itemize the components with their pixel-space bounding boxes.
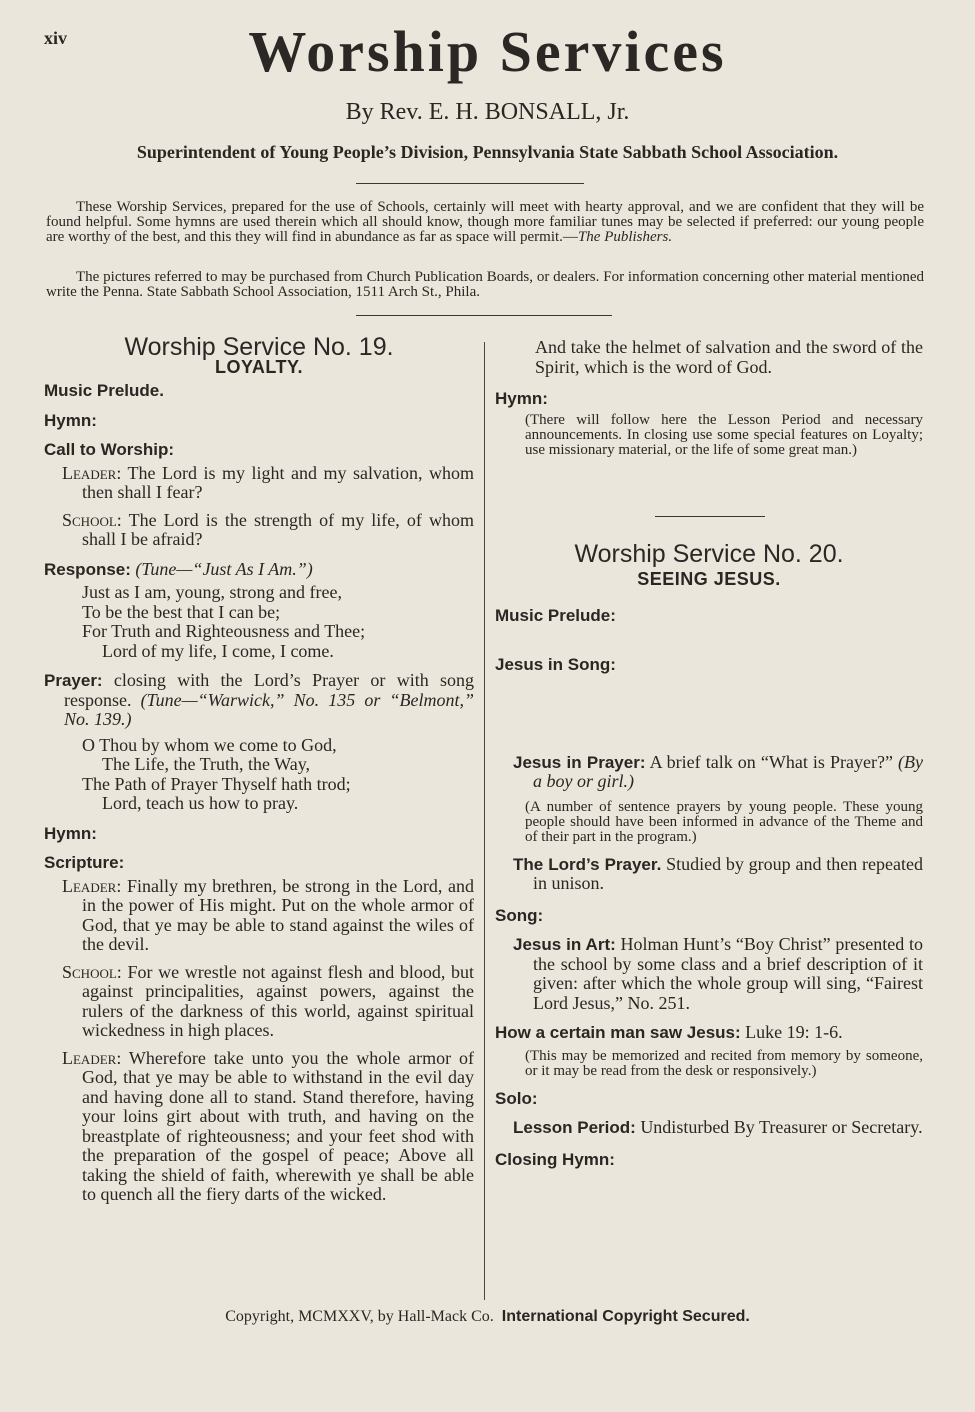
prayer-label: Prayer: bbox=[44, 671, 103, 690]
column-divider bbox=[484, 342, 485, 1300]
copyright-secured: International Copyright Secured. bbox=[501, 1308, 750, 1325]
lords-prayer bbox=[495, 855, 923, 894]
response-heading bbox=[44, 560, 474, 580]
call-leader bbox=[44, 464, 474, 503]
scripture-school-text: For we wrestle not against flesh and blood, but against principalities, against powers, against the rulers of the darkness of this world, against spiritual wickedness in high places. bbox=[82, 961, 474, 1040]
jesus-in-prayer-by: (By a boy or girl.) bbox=[533, 751, 924, 791]
call-to-worship-heading: Call to Worship: bbox=[44, 440, 175, 459]
speaker-label: School: bbox=[62, 509, 122, 530]
service-19-title: Worship Service No. 19. bbox=[124, 333, 394, 361]
scripture-leader-2 bbox=[44, 1049, 474, 1205]
jesus-in-art-text: Holman Hunt’s “Boy Christ” presented to the school by some class and a brief description of it given: after which the whole group will sing, “Fairest Lord Jesus,” No. 251. bbox=[533, 934, 923, 1013]
intro-paragraph-1 bbox=[46, 200, 924, 245]
speaker-label: School: bbox=[62, 961, 122, 982]
intro-paragraph-2 bbox=[46, 270, 924, 300]
how-certain-man-text: Luke 19: 1-6. bbox=[745, 1022, 843, 1042]
page-number: xiv bbox=[44, 28, 68, 48]
copyright-text: Copyright, MCMXXV, by Hall-Mack Co. bbox=[225, 1308, 494, 1325]
superintendent-line: Superintendent of Young People’s Division, Pennsylvania State Sabbath School Association. bbox=[136, 142, 839, 162]
prayer-text: closing with the Lord’s Prayer or with song response. bbox=[64, 670, 475, 710]
jesus-in-art bbox=[495, 935, 923, 1013]
call-school bbox=[44, 511, 474, 550]
how-certain-man bbox=[495, 1023, 923, 1043]
right-column bbox=[495, 338, 923, 1169]
response-label: Response: bbox=[44, 559, 131, 579]
verse-line: Just as I am, young, strong and free, bbox=[82, 582, 342, 602]
jesus-in-song: Jesus in Song: bbox=[495, 655, 616, 674]
scripture-continuation: And take the helmet of salvation and the sword of the Spirit, which is the word of God. bbox=[535, 337, 923, 377]
service-20-title: Worship Service No. 20. bbox=[574, 539, 844, 568]
scripture-school bbox=[44, 963, 474, 1041]
lords-prayer-text: Studied by group and then repeated in unison. bbox=[533, 853, 923, 893]
verse-line: The Life, the Truth, the Way, bbox=[102, 754, 311, 774]
call-leader-text: The Lord is my light and my salvation, whom then shall I fear? bbox=[82, 462, 474, 502]
call-school-text: The Lord is the strength of my life, of whom shall I be afraid? bbox=[82, 509, 474, 549]
response-verse bbox=[44, 583, 474, 661]
jesus-in-prayer-text: A brief talk on “What is Prayer?” bbox=[649, 751, 893, 772]
prayer-heading bbox=[44, 671, 474, 730]
speaker-label: Leader: bbox=[62, 462, 122, 483]
prayer-verse bbox=[44, 736, 474, 814]
lesson-period-label: Lesson Period: bbox=[513, 1118, 636, 1137]
scripture-leader-1 bbox=[44, 877, 474, 955]
intro-text: These Worship Services, prepared for the use of Schools, certainly will meet with hearty approval, and we are confident that they will be found helpful. Some hymns are used therein which all should know, though more familiar tunes may be selected if preferred: our young people are worthy of the best, and this they will find in abundance as far as space will permit.— bbox=[46, 199, 924, 245]
scripture-leader-1-text: Finally my brethren, be strong in the Lord, and in the power of His might. Put on the whole armor of God, that ye may be able to stand against the wiles of the devil. bbox=[82, 875, 474, 954]
prayer-tune: (Tune—“Warwick,” No. 135 or “Belmont,” No. 139.) bbox=[64, 689, 474, 729]
speaker-label: Leader: bbox=[62, 875, 122, 896]
jesus-in-prayer-label: Jesus in Prayer: bbox=[513, 752, 646, 772]
byline: By Rev. E. H. BONSALL, Jr. bbox=[345, 99, 630, 125]
intro-text-2: The pictures referred to may be purchased from Church Publication Boards, or dealers. For information concerning other material mentioned write the Penna. State Sabbath School Association, 1511 Arch St., Phila. bbox=[46, 269, 924, 300]
music-prelude: Music Prelude. bbox=[44, 381, 164, 400]
page-title: Worship Services bbox=[248, 19, 727, 84]
top-rule bbox=[356, 183, 584, 184]
hymn-heading: Hymn: bbox=[44, 410, 97, 430]
verse-line: Lord of my life, I come, I come. bbox=[102, 640, 334, 661]
response-tune: (Tune—“Just As I Am.”) bbox=[135, 558, 313, 579]
closing-hymn: Closing Hymn: bbox=[495, 1149, 615, 1169]
service-19-subtitle: LOYALTY. bbox=[214, 356, 303, 377]
song-heading: Song: bbox=[495, 905, 544, 925]
how-certain-man-label: How a certain man saw Jesus: bbox=[495, 1023, 741, 1042]
publishers-signature: The Publishers. bbox=[577, 229, 673, 245]
lesson-period-text: Undisturbed By Treasurer or Secretary. bbox=[640, 1117, 923, 1137]
mid-rule bbox=[356, 315, 612, 316]
scripture-heading: Scripture: bbox=[44, 853, 125, 872]
verse-line: Lord, teach us how to pray. bbox=[102, 793, 299, 813]
verse-line: To be the best that I can be; bbox=[82, 601, 281, 622]
lesson-period-note: (There will follow here the Lesson Period and necessary announcements. In closing use some special features on Loyalty; use missionary material, or the life of some great man.) bbox=[525, 411, 923, 458]
memorize-note: (This may be memorized and recited from memory by someone, or it may be read from the desk or responsively.) bbox=[525, 1047, 923, 1079]
solo-heading: Solo: bbox=[495, 1088, 538, 1108]
scripture-leader-2-text: Wherefore take unto you the whole armor of God, that ye may be able to withstand in the evil day and having done all to stand. Stand therefore, having your loins girt about with truth, and having on the breastplate of righteousness; and your feet shod with the preparation of the gospel of peace; Above all taking the shield of faith, wherewith ye shall be able to quench all the fiery darts of the wicked. bbox=[82, 1047, 474, 1204]
hymn-heading: Hymn: bbox=[495, 389, 548, 408]
service-19-column bbox=[44, 333, 475, 1205]
hymn-heading: Hymn: bbox=[44, 823, 97, 843]
lesson-period bbox=[495, 1118, 923, 1138]
verse-line: The Path of Prayer Thyself hath trod; bbox=[82, 773, 351, 794]
verse-line: O Thou by whom we come to God, bbox=[82, 734, 337, 755]
verse-line: For Truth and Righteousness and Thee; bbox=[82, 621, 366, 641]
lords-prayer-label: The Lord’s Prayer. bbox=[513, 854, 662, 874]
sentence-prayers-note: (A number of sentence prayers by young people. These young people should have been informed in advance of the Theme and of their part in the program.) bbox=[525, 798, 923, 845]
copyright-footer bbox=[0, 1308, 975, 1326]
service-20-subtitle: SEEING JESUS. bbox=[637, 569, 781, 589]
section-rule bbox=[655, 516, 765, 517]
jesus-in-prayer bbox=[495, 753, 923, 792]
jesus-in-art-label: Jesus in Art: bbox=[513, 935, 616, 954]
speaker-label: Leader: bbox=[62, 1047, 122, 1068]
music-prelude: Music Prelude: bbox=[495, 605, 616, 625]
